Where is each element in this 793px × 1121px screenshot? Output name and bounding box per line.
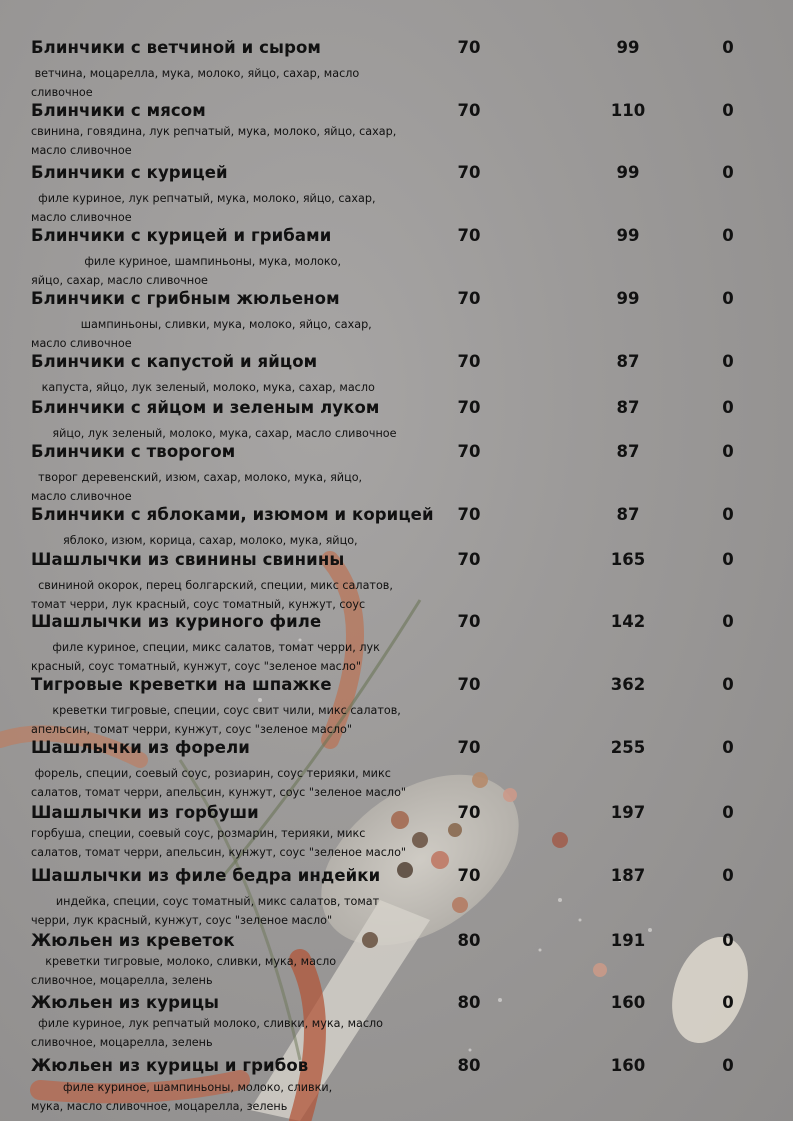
item-description: шампиньоны, сливки, мука, молоко, яйцо, сахар, масло сливочное <box>31 318 372 350</box>
item-name: Жюльен из курицы <box>31 993 220 1012</box>
item-name: Блинчики с курицей и грибами <box>31 226 332 245</box>
item-extra: 0 <box>722 803 734 822</box>
item-weight: 70 <box>457 289 481 308</box>
item-extra: 0 <box>722 931 734 950</box>
item-price: 99 <box>616 289 640 308</box>
item-description: форель, специи, соевый соус, розиарин, соус терияки, микс салатов, томат черри, апельсин, кунжут, соус "зеленое масло" <box>31 767 407 799</box>
item-price: 87 <box>616 352 640 371</box>
item-price: 99 <box>616 38 640 57</box>
item-extra: 0 <box>722 289 734 308</box>
item-weight: 80 <box>457 993 481 1012</box>
item-description: капуста, яйцо, лук зеленый, молоко, мука, сахар, масло <box>31 381 375 394</box>
item-extra: 0 <box>722 550 734 569</box>
item-extra: 0 <box>722 442 734 461</box>
item-extra: 0 <box>722 675 734 694</box>
item-weight: 70 <box>457 38 481 57</box>
item-price: 165 <box>610 550 646 569</box>
item-name: Блинчики с капустой и яйцом <box>31 352 318 371</box>
item-extra: 0 <box>722 352 734 371</box>
item-name: Блинчики с мясом <box>31 101 206 120</box>
item-name: Шашлычки из филе бедра индейки <box>31 866 381 885</box>
item-weight: 70 <box>457 675 481 694</box>
item-extra: 0 <box>722 993 734 1012</box>
item-weight: 80 <box>457 931 481 950</box>
item-name: Шашлычки из горбуши <box>31 803 259 822</box>
item-price: 187 <box>610 866 646 885</box>
item-price: 99 <box>616 226 640 245</box>
item-name: Блинчики с творогом <box>31 442 236 461</box>
item-description: филе куриное, шампиньоны, молоко, сливки, мука, масло сливочное, моцарелла, зелень <box>31 1081 333 1113</box>
item-price: 87 <box>616 442 640 461</box>
item-description: креветки тигровые, специи, соус свит чили, микс салатов, апельсин, томат черри, кунжут, соус "зеленое масло" <box>31 704 401 736</box>
item-weight: 70 <box>457 803 481 822</box>
item-description: филе куриное, специи, микс салатов, томат черри, лук красный, соус томатный, кунжут, соус "зеленое масло" <box>31 641 380 673</box>
item-name: Жюльен из креветок <box>31 931 235 950</box>
item-extra: 0 <box>722 38 734 57</box>
item-weight: 70 <box>457 612 481 631</box>
item-description: свининой окорок, перец болгарский, специи, микс салатов, томат черри, лук красный, соус томатный, кунжут, соус <box>31 579 393 611</box>
item-extra: 0 <box>722 1056 734 1075</box>
item-weight: 70 <box>457 442 481 461</box>
item-extra: 0 <box>722 738 734 757</box>
item-description: филе куриное, лук репчатый молоко, сливки, мука, масло сливочное, моцарелла, зелень <box>31 1017 384 1049</box>
item-price: 160 <box>610 1056 646 1075</box>
item-name: Блинчики с курицей <box>31 163 228 182</box>
item-price: 160 <box>610 993 646 1012</box>
item-price: 197 <box>610 803 646 822</box>
item-description: филе куриное, шампиньоны, мука, молоко, яйцо, сахар, масло сливочное <box>31 255 342 287</box>
item-description: филе куриное, лук репчатый, мука, молоко, яйцо, сахар, масло сливочное <box>31 192 376 224</box>
item-weight: 70 <box>457 398 481 417</box>
item-name: Шашлычки из свинины свинины <box>31 550 345 569</box>
item-extra: 0 <box>722 226 734 245</box>
item-weight: 70 <box>457 352 481 371</box>
item-extra: 0 <box>722 101 734 120</box>
item-name: Шашлычки из куриного филе <box>31 612 322 631</box>
item-extra: 0 <box>722 866 734 885</box>
item-price: 87 <box>616 505 640 524</box>
item-weight: 70 <box>457 550 481 569</box>
item-name: Тигровые креветки на шпажке <box>31 675 332 694</box>
item-weight: 70 <box>457 505 481 524</box>
item-description: яблоко, изюм, корица, сахар, молоко, мука, яйцо, <box>31 534 358 547</box>
item-description: креветки тигровые, молоко, сливки, мука, масло сливочное, моцарелла, зелень <box>31 955 337 987</box>
item-price: 362 <box>610 675 646 694</box>
item-extra: 0 <box>722 612 734 631</box>
item-price: 142 <box>610 612 646 631</box>
item-price: 110 <box>610 101 646 120</box>
item-weight: 80 <box>457 1056 481 1075</box>
item-description: ветчина, моцарелла, мука, молоко, яйцо, сахар, масло сливочное <box>31 67 360 99</box>
item-weight: 70 <box>457 226 481 245</box>
item-weight: 70 <box>457 163 481 182</box>
item-weight: 70 <box>457 866 481 885</box>
item-price: 191 <box>610 931 646 950</box>
item-description: свинина, говядина, лук репчатый, мука, молоко, яйцо, сахар, масло сливочное <box>31 125 397 157</box>
item-extra: 0 <box>722 398 734 417</box>
item-price: 255 <box>610 738 646 757</box>
item-weight: 70 <box>457 101 481 120</box>
item-weight: 70 <box>457 738 481 757</box>
item-price: 87 <box>616 398 640 417</box>
item-description: яйцо, лук зеленый, молоко, мука, сахар, масло сливочное <box>31 427 397 440</box>
item-extra: 0 <box>722 163 734 182</box>
item-description: горбуша, специи, соевый соус, розмарин, терияки, микс салатов, томат черри, апельсин, кунжут, соус "зеленое масло" <box>31 827 407 859</box>
item-extra: 0 <box>722 505 734 524</box>
item-name: Блинчики с яблоками, изюмом и корицей <box>31 505 434 524</box>
item-name: Блинчики с ветчиной и сыром <box>31 38 322 57</box>
item-name: Жюльен из курицы и грибов <box>31 1056 309 1075</box>
item-name: Блинчики с грибным жюльеном <box>31 289 340 308</box>
item-description: индейка, специи, соус томатный, микс салатов, томат черри, лук красный, кунжут, соус "зеленое масло" <box>31 895 380 927</box>
item-price: 99 <box>616 163 640 182</box>
item-description: творог деревенский, изюм, сахар, молоко, мука, яйцо, масло сливочное <box>31 471 363 503</box>
item-name: Блинчики с яйцом и зеленым луком <box>31 398 380 417</box>
item-name: Шашлычки из форели <box>31 738 250 757</box>
